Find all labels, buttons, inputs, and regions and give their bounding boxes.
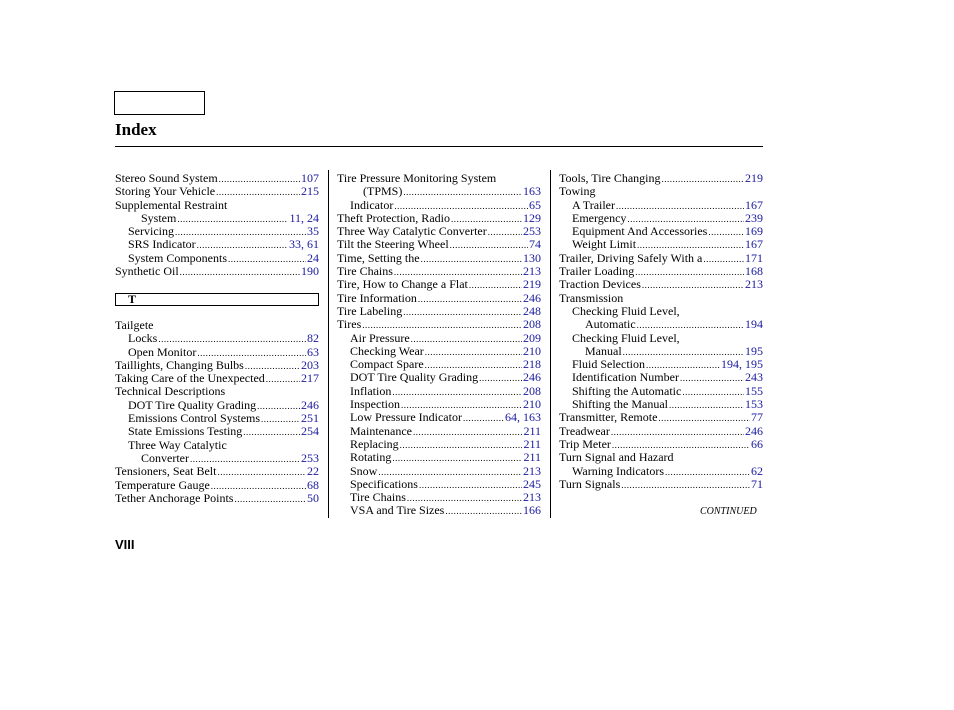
entry-label: Indicator — [350, 197, 394, 212]
leader-dots — [445, 505, 522, 518]
column-divider-2 — [550, 170, 551, 518]
leader-dots — [392, 386, 522, 399]
page-link[interactable]: 194, 195 — [721, 357, 763, 372]
index-entry — [115, 385, 319, 398]
entry-label: Storing Your Vehicle — [115, 184, 216, 199]
index-entry — [559, 398, 763, 411]
page-link[interactable]: 74 — [529, 237, 541, 252]
page-link[interactable]: 253 — [301, 450, 319, 465]
leader-dots — [611, 426, 744, 439]
leader-dots — [261, 413, 300, 426]
page-link[interactable]: 35 — [307, 224, 319, 239]
entry-label: Weight Limit — [572, 237, 637, 252]
entry-label: Tires — [337, 317, 362, 332]
index-entry — [559, 438, 763, 451]
page-link[interactable]: 213 — [745, 277, 763, 292]
page-link[interactable]: 24 — [307, 250, 319, 265]
index-entry — [337, 491, 541, 504]
index-column-2 — [337, 172, 541, 518]
entry-label: Checking Fluid Level, — [572, 330, 680, 345]
spacer — [115, 278, 319, 291]
index-entry — [559, 411, 763, 424]
page-link[interactable]: 243 — [745, 370, 763, 385]
entry-label: Automatic — [585, 317, 636, 332]
page-link[interactable]: 213 — [523, 490, 541, 505]
column-divider-1 — [328, 170, 329, 518]
leader-dots — [403, 186, 522, 199]
index-entry — [115, 265, 319, 278]
index-entry — [337, 305, 541, 318]
leader-dots — [616, 200, 744, 213]
spacer — [115, 306, 319, 319]
entry-label: SRS Indicator — [128, 237, 196, 252]
entry-label: Compact Spare — [350, 357, 424, 372]
entry-label: Tilt the Steering Wheel — [337, 237, 449, 252]
entry-label: Temperature Gauge — [115, 477, 210, 492]
entry-label: Transmitter, Remote — [559, 410, 658, 425]
entry-label: Warning Indicators — [572, 463, 665, 478]
index-entry — [337, 478, 541, 491]
entry-label: Shifting the Manual — [572, 397, 668, 412]
page-link[interactable]: 248 — [523, 303, 541, 318]
entry-label: Locks — [128, 331, 158, 346]
page-link[interactable]: 130 — [523, 250, 541, 265]
index-entry — [559, 425, 763, 438]
page-link[interactable]: 107 — [301, 171, 319, 185]
entry-label: Tire Chains — [350, 490, 406, 505]
leader-dots — [400, 439, 523, 452]
index-entry — [559, 305, 763, 318]
continued-label: CONTINUED — [700, 506, 757, 517]
entry-label: Open Monitor — [128, 344, 197, 359]
index-entry — [337, 225, 541, 238]
page-link[interactable]: 251 — [301, 411, 319, 426]
leader-dots — [266, 373, 300, 386]
section-tab-box — [114, 91, 205, 115]
entry-label: Equipment And Accessories — [572, 224, 708, 239]
page-link[interactable]: 167 — [745, 197, 763, 212]
page-link[interactable]: 208 — [523, 317, 541, 332]
entry-label: Checking Fluid Level, — [572, 303, 680, 318]
entry-label: Tire Labeling — [337, 303, 403, 318]
entry-label: Shifting the Automatic — [572, 383, 682, 398]
entry-label: Maintenance — [350, 423, 412, 438]
page-link[interactable]: 195 — [745, 343, 763, 358]
leader-dots — [658, 412, 750, 425]
entry-label: Snow — [350, 463, 378, 478]
entry-label: Tether Anchorage Points — [115, 490, 234, 505]
index-entry — [337, 318, 541, 331]
entry-label: State Emissions Testing — [128, 424, 243, 439]
index-entry — [337, 371, 541, 384]
index-entry — [559, 172, 763, 185]
leader-dots — [662, 173, 744, 186]
leader-dots — [621, 479, 750, 492]
title-rule — [115, 146, 763, 147]
entry-label: Supplemental Restraint — [115, 197, 228, 212]
index-entry — [559, 225, 763, 238]
leader-dots — [669, 399, 744, 412]
entry-label: Emissions Control Systems — [128, 411, 261, 426]
entry-label: Tire Information — [337, 290, 417, 305]
entry-label: Three Way Catalytic Converter — [337, 224, 487, 239]
leader-dots — [425, 346, 522, 359]
page-link[interactable]: 168 — [745, 264, 763, 279]
leader-dots — [450, 239, 528, 252]
letter-heading: T — [115, 293, 319, 306]
entry-label: Tensioners, Seat Belt — [115, 464, 217, 479]
entry-label: Trailer, Driving Safely With a — [559, 250, 703, 265]
leader-dots — [413, 426, 522, 439]
entry-label: Towing — [559, 184, 596, 199]
page-link[interactable]: 33, 61 — [289, 237, 319, 252]
entry-label: DOT Tire Quality Grading — [128, 397, 257, 412]
leader-dots — [642, 279, 744, 292]
index-entry — [337, 332, 541, 345]
leader-dots — [469, 279, 522, 292]
page-link[interactable]: 211 — [523, 436, 541, 451]
index-entry — [337, 425, 541, 438]
index-entry — [337, 278, 541, 291]
entry-label: Emergency — [572, 210, 627, 225]
entry-label: Stereo Sound System — [115, 171, 218, 185]
leader-dots — [217, 466, 306, 479]
leader-dots — [411, 333, 522, 346]
page-link[interactable]: 166 — [523, 503, 541, 518]
entry-label: Tire Pressure Monitoring System — [337, 171, 497, 185]
index-entry — [337, 292, 541, 305]
index-entry — [337, 172, 541, 185]
entry-label: Turn Signal and Hazard — [559, 450, 674, 465]
page-link[interactable]: 169 — [745, 224, 763, 239]
leader-dots — [708, 226, 744, 239]
index-entry — [115, 359, 319, 372]
leader-dots — [418, 293, 522, 306]
page-link[interactable]: 209 — [523, 330, 541, 345]
index-entry — [337, 212, 541, 225]
index-entry — [559, 212, 763, 225]
entry-label: Trip Meter — [559, 436, 611, 451]
entry-label: A Trailer — [572, 197, 616, 212]
leader-dots — [463, 412, 504, 425]
index-column-3 — [559, 172, 763, 491]
entry-label: Tools, Tire Changing — [559, 171, 661, 185]
index-entry — [559, 345, 763, 358]
leader-dots — [419, 479, 522, 492]
index-entry — [337, 252, 541, 265]
page-link[interactable]: 167 — [745, 237, 763, 252]
page-link[interactable]: 66 — [751, 436, 763, 451]
page-link[interactable]: 203 — [301, 357, 319, 372]
entry-label: System — [141, 210, 177, 225]
index-entry — [115, 346, 319, 359]
page-link[interactable]: 163 — [523, 184, 541, 199]
leader-dots — [219, 173, 300, 186]
page-link[interactable]: 22 — [307, 464, 319, 479]
entry-label: Synthetic Oil — [115, 264, 179, 279]
page-link[interactable]: 63 — [307, 344, 319, 359]
entry-label: Taillights, Changing Bulbs — [115, 357, 244, 372]
leader-dots — [180, 266, 300, 279]
page-link[interactable]: 71 — [751, 476, 763, 491]
index-entry — [337, 345, 541, 358]
index-entry — [115, 212, 319, 225]
page-number: VIII — [115, 537, 135, 552]
leader-dots — [177, 213, 288, 226]
entry-label: Turn Signals — [559, 476, 621, 491]
leader-dots — [257, 400, 300, 413]
index-entry — [337, 265, 541, 278]
entry-label: Servicing — [128, 224, 174, 239]
entry-label: VSA and Tire Sizes — [350, 503, 445, 518]
entry-label: Converter — [141, 450, 189, 465]
index-entry — [559, 265, 763, 278]
page-link[interactable]: 246 — [523, 370, 541, 385]
page-link[interactable]: 213 — [523, 463, 541, 478]
page-link[interactable]: 190 — [301, 264, 319, 279]
leader-dots — [421, 253, 522, 266]
entry-label: Checking Wear — [350, 343, 424, 358]
page-link[interactable]: 219 — [745, 171, 763, 185]
index-entry — [115, 439, 319, 452]
page-link[interactable]: 211 — [523, 450, 541, 465]
index-entry — [115, 465, 319, 478]
leader-dots — [488, 226, 522, 239]
page-link[interactable]: 239 — [745, 210, 763, 225]
index-entry — [559, 358, 763, 371]
index-entry — [559, 332, 763, 345]
index-entry — [337, 451, 541, 464]
index-entry — [115, 238, 319, 251]
entry-label: Rotating — [350, 450, 392, 465]
index-entry — [115, 425, 319, 438]
entry-label: Tailgete — [115, 317, 154, 332]
leader-dots — [392, 452, 522, 465]
page-link[interactable]: 215 — [301, 184, 319, 199]
entry-label: Inflation — [350, 383, 392, 398]
index-entry — [115, 172, 319, 185]
page-link[interactable]: 62 — [751, 463, 763, 478]
leader-dots — [234, 493, 306, 506]
page-link[interactable]: 246 — [301, 397, 319, 412]
index-entry — [559, 199, 763, 212]
entry-label: DOT Tire Quality Grading — [350, 370, 479, 385]
leader-dots — [216, 186, 300, 199]
leader-dots — [665, 466, 750, 479]
entry-label: Technical Descriptions — [115, 384, 226, 399]
page-title: Index — [115, 120, 157, 139]
index-entry — [559, 465, 763, 478]
page-link[interactable]: 217 — [301, 371, 319, 386]
leader-dots — [635, 266, 744, 279]
index-entry — [559, 385, 763, 398]
index-entry — [337, 238, 541, 251]
page-link[interactable]: 64, 163 — [505, 410, 541, 425]
index-entry — [337, 398, 541, 411]
index-entry — [115, 452, 319, 465]
page-link[interactable]: 68 — [307, 477, 319, 492]
leader-dots — [703, 253, 744, 266]
page-link[interactable]: 50 — [307, 490, 319, 505]
index-column-1 — [115, 172, 319, 505]
entry-label: Transmission — [559, 290, 624, 305]
leader-dots — [228, 253, 306, 266]
leader-dots — [680, 372, 744, 385]
page-link[interactable]: 213 — [523, 264, 541, 279]
index-entry — [115, 492, 319, 505]
page-link[interactable]: 211 — [523, 423, 541, 438]
entry-label: Trailer Loading — [559, 264, 635, 279]
entry-label: Manual — [585, 343, 622, 358]
entry-label: Treadwear — [559, 423, 610, 438]
index-entry — [559, 185, 763, 198]
index-entry — [337, 438, 541, 451]
entry-label: Tire, How to Change a Flat — [337, 277, 468, 292]
page-link[interactable]: 210 — [523, 343, 541, 358]
index-entry — [115, 199, 319, 212]
entry-label: Specifications — [350, 476, 418, 491]
page-link[interactable]: 82 — [307, 331, 319, 346]
index-entry — [337, 385, 541, 398]
leader-dots — [243, 426, 300, 439]
page-link[interactable]: 210 — [523, 397, 541, 412]
index-entry — [337, 358, 541, 371]
entry-label: Taking Care of the Unexpected — [115, 371, 265, 386]
page-link[interactable]: 153 — [745, 397, 763, 412]
entry-label: Fluid Selection — [572, 357, 645, 372]
entry-label: Identification Number — [572, 370, 679, 385]
page-link[interactable]: 218 — [523, 357, 541, 372]
index-entry — [337, 411, 541, 424]
page-link[interactable]: 208 — [523, 383, 541, 398]
index-entry — [559, 278, 763, 291]
index-entry — [559, 252, 763, 265]
page-link[interactable]: 254 — [301, 424, 319, 439]
entry-label: Time, Setting the — [337, 250, 420, 265]
entry-label: (TPMS) — [363, 184, 403, 199]
index-entry — [337, 504, 541, 517]
page-link[interactable]: 246 — [745, 423, 763, 438]
entry-label: Tire Chains — [337, 264, 393, 279]
page-link[interactable]: 155 — [745, 383, 763, 398]
entry-label: System Components — [128, 250, 228, 265]
index-entry — [115, 225, 319, 238]
page-link[interactable]: 253 — [523, 224, 541, 239]
leader-dots — [682, 386, 744, 399]
entry-label: Traction Devices — [559, 277, 641, 292]
index-entry — [115, 252, 319, 265]
page-link[interactable]: 246 — [523, 290, 541, 305]
page-link[interactable]: 194 — [745, 317, 763, 332]
index-entry — [559, 451, 763, 464]
index-entry — [337, 465, 541, 478]
page-link[interactable]: 129 — [523, 210, 541, 225]
index-entry — [115, 372, 319, 385]
page-link[interactable]: 219 — [523, 277, 541, 292]
page-link[interactable]: 245 — [523, 476, 541, 491]
index-entry — [559, 371, 763, 384]
index-entry — [559, 292, 763, 305]
page-link[interactable]: 171 — [745, 250, 763, 265]
entry-label: Theft Protection, Radio — [337, 210, 450, 225]
index-entry — [115, 332, 319, 345]
index-entry — [559, 238, 763, 251]
index-entry — [115, 185, 319, 198]
index-entry — [115, 479, 319, 492]
entry-label: Three Way Catalytic — [128, 437, 227, 452]
entry-label: Inspection — [350, 397, 400, 412]
page-link[interactable]: 11, 24 — [289, 210, 319, 225]
index-entry — [559, 318, 763, 331]
entry-label: Air Pressure — [350, 330, 410, 345]
index-entry — [337, 185, 541, 198]
index-entry — [115, 319, 319, 332]
leader-dots — [403, 306, 522, 319]
index-entry — [115, 412, 319, 425]
index-entry — [559, 478, 763, 491]
leader-dots — [479, 372, 522, 385]
page-link[interactable]: 65 — [529, 197, 541, 212]
entry-label: Replacing — [350, 436, 399, 451]
index-entry — [337, 199, 541, 212]
entry-label: Low Pressure Indicator — [350, 410, 462, 425]
page-link[interactable]: 77 — [751, 410, 763, 425]
index-entry — [115, 399, 319, 412]
